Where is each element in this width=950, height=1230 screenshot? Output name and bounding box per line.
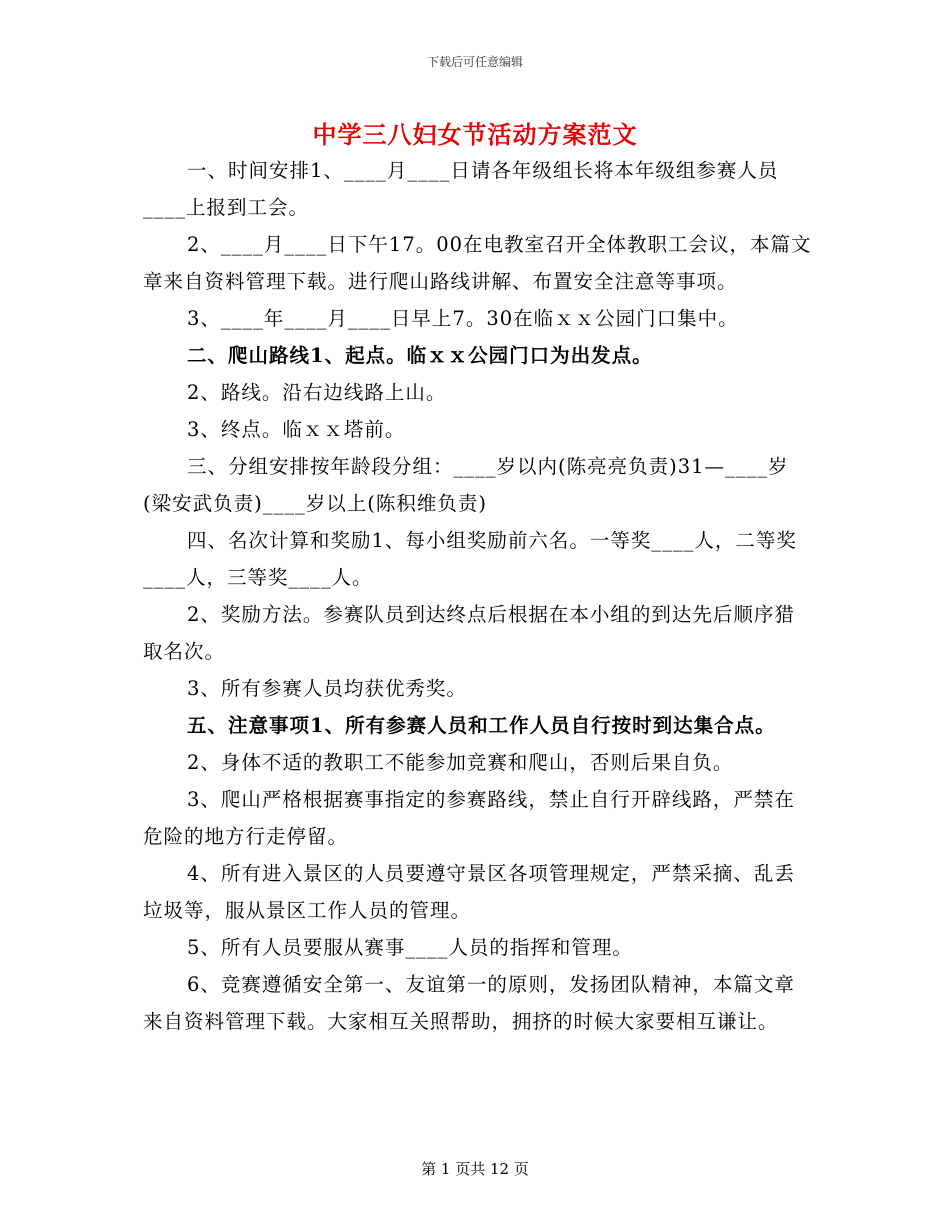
document-title: 中学三八妇女节活动方案范文 bbox=[312, 120, 638, 149]
paragraph: 6、竞赛遵循安全第一、友谊第一的原则，发扬团队精神，本篇文章来自资料管理下载。大家相互关照帮助，拥挤的时候大家要相互谦让。 bbox=[143, 973, 795, 1033]
paragraph: 3、____年____月____日早上7。30在临ｘｘ公园门口集中。 bbox=[187, 307, 739, 330]
paragraph: 3、终点。临ｘｘ塔前。 bbox=[187, 418, 406, 441]
section-heading-paragraph: 五、注意事项1、所有参赛人员和工作人员自行按时到达集合点。 bbox=[187, 714, 776, 737]
paragraph: 5、所有人员要服从赛事____人员的指挥和管理。 bbox=[187, 936, 633, 959]
paragraph: 3、所有参赛人员均获优秀奖。 bbox=[187, 677, 467, 700]
paragraph: 3、爬山严格根据赛事指定的参赛路线，禁止自行开辟线路，严禁在危险的地方行走停留。 bbox=[143, 788, 795, 848]
paragraph: 2、____月____日下午17。00在电教室召开全体教职工会议，本篇文章来自资料管理下载。进行爬山路线讲解、布置安全注意等事项。 bbox=[143, 233, 812, 293]
paragraph: 三、分组安排按年龄段分组：____岁以内(陈亮亮负责)31—____岁(梁安武负责)____岁以上(陈积维负责) bbox=[143, 455, 789, 515]
paragraph: 2、奖励方法。参赛队员到达终点后根据在本小组的到达先后顺序猎取名次。 bbox=[143, 603, 795, 663]
paragraph: 2、身体不适的教职工不能参加竞赛和爬山，否则后果自负。 bbox=[187, 751, 734, 774]
document-body bbox=[143, 152, 813, 1040]
paragraph: 四、名次计算和奖励1、每小组奖励前六名。一等奖____人，二等奖____人，三等奖____人。 bbox=[143, 529, 797, 589]
page-number: 第 1 页共 12 页 bbox=[421, 1160, 529, 1178]
header-note: 下载后可任意编辑 bbox=[426, 55, 523, 69]
section-heading-paragraph: 二、爬山路线1、起点。临ｘｘ公园门口为出发点。 bbox=[187, 344, 653, 367]
paragraph: 4、所有进入景区的人员要遵守景区各项管理规定，严禁采摘、乱丢垃圾等，服从景区工作人员的管理。 bbox=[143, 862, 795, 922]
paragraph: 一、时间安排1、____月____日请各年级组长将本年级组参赛人员____上报到工会。 bbox=[143, 159, 779, 219]
paragraph: 2、路线。沿右边线路上山。 bbox=[187, 381, 447, 404]
